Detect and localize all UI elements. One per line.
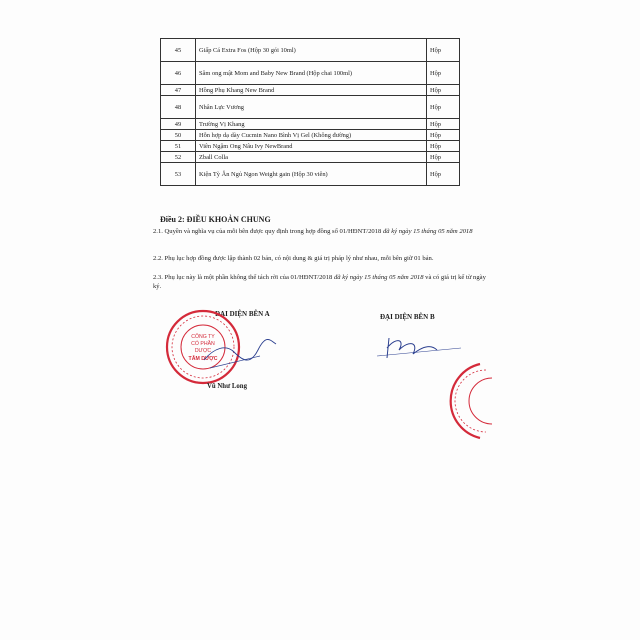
party-a-signature [200,330,280,375]
product-name: Hồng Phụ Khang New Brand [196,85,427,96]
row-number: 50 [161,130,196,141]
clause-2-2 [153,254,493,263]
unit-cell: Hộp [427,96,460,119]
product-name: Hỗn hợp dạ dày Cucmin Nano Bình Vị Gel (Không đường) [196,130,427,141]
partial-seal [448,360,500,442]
product-name: Trường Vị Khang [196,119,427,130]
clause-2-1 [153,227,493,236]
table-row [161,96,460,119]
unit-cell: Hộp [427,62,460,85]
table-row [161,141,460,152]
unit-cell: Hộp [427,163,460,186]
row-number: 45 [161,39,196,62]
product-name: Kiện Tỳ Ăn Ngủ Ngon Weight gain (Hộp 30 viên) [196,163,427,186]
unit-cell: Hộp [427,152,460,163]
table-row [161,85,460,96]
seal-line-3: DƯỢC [194,348,212,354]
table-row [161,39,460,62]
seal-line-1: CÔNG TY [191,334,215,340]
clause-2-1-text: 2.1. Quyền và nghĩa vụ của mỗi bên được quy định trong hợp đồng số 01/HĐNT/2018 [153,228,382,235]
clause-2-3-text: 2.3. Phụ lục này là một phần không thể tách rời của 01/HĐNT/2018 [153,274,333,281]
product-name: Sâm ong mật Mom and Baby New Brand (Hộp chai 100ml) [196,62,427,85]
row-number: 51 [161,141,196,152]
unit-cell: Hộp [427,85,460,96]
product-name: Nhân Lực Vương [196,96,427,119]
row-number: 48 [161,96,196,119]
clause-2-3-date: đã ký ngày 15 tháng 05 năm 2018 [333,274,424,281]
product-name: Viên Ngậm Ong Nâu Ivy NewBrand [196,141,427,152]
product-name: Zball Colla [196,152,427,163]
row-number: 47 [161,85,196,96]
row-number: 46 [161,62,196,85]
unit-cell: Hộp [427,119,460,130]
table-row [161,152,460,163]
table-row [161,130,460,141]
seal-line-2: CỔ PHẦN [191,341,215,347]
clause-2-3 [153,273,493,291]
party-a-title: ĐẠI DIỆN BÊN A [215,310,270,318]
unit-cell: Hộp [427,141,460,152]
unit-cell: Hộp [427,39,460,62]
unit-cell: Hộp [427,130,460,141]
section-heading: Điều 2: ĐIỀU KHOẢN CHUNG [160,215,271,224]
clause-2-1-date: đã ký ngày 15 tháng 05 năm 2018 [382,228,473,235]
clause-2-2-text: 2.2. Phụ lục hợp đồng được lập thành 02 bản, có nội dung & giá trị pháp lý như nhau, mỗi bên giữ 01 bản. [153,255,434,262]
party-a-name: Vũ Như Long [207,383,247,390]
table-row [161,163,460,186]
seal-line-4: TÂM DƯỢC [188,356,218,362]
clause-2-3-end: và có giá trị kể từ ngày ký. [153,274,486,290]
product-name: Giấp Cá Extra Fos (Hộp 30 gói 10ml) [196,39,427,62]
table-row [161,119,460,130]
table-row [161,62,460,85]
party-b-title: ĐẠI DIỆN BÊN B [380,313,435,321]
row-number: 53 [161,163,196,186]
row-number: 52 [161,152,196,163]
row-number: 49 [161,119,196,130]
products-table [160,38,460,186]
